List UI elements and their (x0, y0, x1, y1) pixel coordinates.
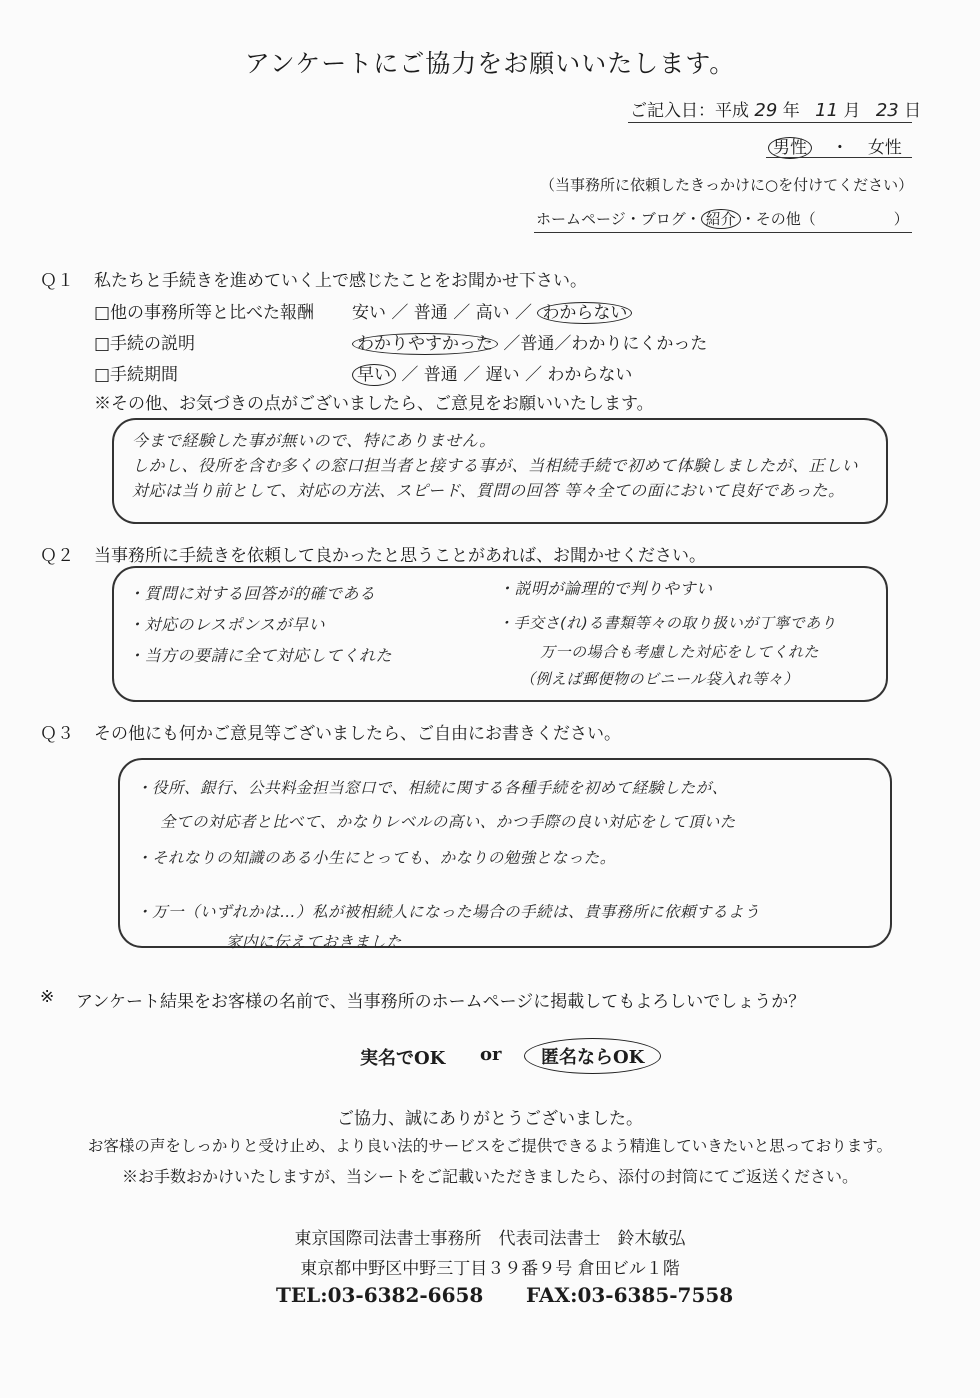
q3-answer-line: ・それなりの知識のある小生にとっても、かなりの勉強となった。 (136, 849, 616, 867)
closing-note: ※お手数おかけいたしますが、当シートをご記載いただきましたら、添付の封筒にてご返送ください。 (121, 1167, 858, 1186)
date-day: 23 (875, 100, 899, 121)
q1-options-explanation-text: ／普通／わかりにくかった (503, 334, 708, 354)
date-year: 29 (754, 100, 778, 121)
date-day-label: 日 (904, 101, 922, 121)
trigger-options (536, 208, 909, 229)
q2-left-item: ・対応のレスポンスが早い (128, 615, 326, 634)
q1-options-fee-text: 安い ／ 普通 ／ 高い ／ (352, 303, 533, 323)
office-tel: TEL:03-6382-6658 (276, 1283, 484, 1307)
q1-fee-selected: わからない (537, 302, 632, 324)
trigger-question: （当事務所に依頼したきっかけに○を付けてください） (540, 176, 914, 194)
q2-left-item: ・質問に対する回答が的確である (128, 584, 376, 603)
publish-question: アンケート結果をお客様の名前で、当事務所のホームページに掲載してもよろしいでしょうか？ (76, 992, 806, 1012)
q1-options-explanation (352, 329, 707, 354)
date-month: 11 (815, 100, 839, 121)
gender-separator: ・ (831, 138, 849, 158)
q1-label: Ｑ１ (40, 271, 74, 291)
date-year-label: 年 (782, 101, 800, 121)
q1-options-period (352, 360, 632, 385)
gender-male-selected: 男性 (768, 137, 812, 159)
q1-period-selected: 早い (352, 364, 396, 386)
date-line (630, 96, 921, 121)
closing-message: お客様の声をしっかりと受け止め、より良い法的サービスをご提供できるよう精進していきたいと思っております。 (87, 1137, 893, 1155)
q1-answer-line: しかし、役所を含む多くの窓口担当者と接する事が、当相続手続で初めて体験しましたが、正しい (132, 456, 859, 475)
q1-other-prompt: ※その他、お気づきの点がございましたら、ご意見をお願いいたします。 (94, 394, 654, 414)
page-title: アンケートにご協力をお願いいたします。 (244, 49, 736, 78)
office-fax: FAX:03-6385-7558 (526, 1283, 734, 1307)
q3-answer-line: ・万一（いずれかは…）私が被相続人になった場合の手続は、貴事務所に依頼するよう (136, 903, 761, 921)
date-month-label: 月 (843, 101, 861, 121)
publish-or: or (480, 1044, 502, 1065)
q3-answer-line: 全ての対応者と比べて、かなりレベルの高い、かつ手際の良い対応をして頂いた (160, 813, 736, 831)
q1-question: 私たちと手続きを進めていく上で感じたことをお聞かせ下さい。 (94, 271, 587, 291)
gender-underline (766, 157, 912, 158)
q2-question: 当事務所に手続きを依頼して良かったと思うことがあれば、お聞かせください。 (94, 546, 706, 566)
q2-label: Ｑ２ (40, 546, 74, 566)
q2-right-item: （例えば郵便物のビニール袋入れ等々） (520, 670, 799, 688)
office-name: 東京国際司法書士事務所 代表司法書士 鈴木敏弘 (294, 1229, 686, 1249)
trigger-close: ） (893, 210, 909, 228)
trigger-underline (534, 232, 912, 233)
publish-option-anonymous-selected: 匿名ならOK (524, 1038, 661, 1074)
date-prefix: ご記入日：平成 (630, 101, 749, 121)
q3-answer-line: 家内に伝えておきました (226, 933, 403, 951)
gender-line (768, 133, 902, 158)
q2-right-item: ・手交さ(れ)る書類等々の取り扱いが丁寧であり (498, 614, 837, 632)
q1-item-period: □手続期間 (94, 365, 179, 385)
q3-label: Ｑ３ (40, 724, 74, 744)
q1-explanation-selected: わかりやすかった (352, 333, 498, 355)
q1-item-explanation: □手続の説明 (94, 334, 196, 354)
q2-left-item: ・当方の要請に全て対応してくれた (128, 646, 393, 665)
q1-answer-line: 対応は当り前として、対応の方法、スピード、質問の回答 等々全ての面において良好であった。 (132, 481, 845, 500)
trigger-options-a: ホームページ・ブログ・ (536, 210, 701, 228)
trigger-options-b: ・その他（ (740, 210, 816, 228)
q2-right-item: 万一の場合も考慮した対応をしてくれた (540, 643, 820, 661)
q1-options-fee (352, 298, 632, 323)
publish-option-real-name: 実名でOK (360, 1048, 446, 1069)
q2-right-item: ・説明が論理的で判りやすい (498, 579, 713, 598)
trigger-selected-referral: 紹介 (701, 209, 741, 229)
q3-answer-line: ・役所、銀行、公共料金担当窓口で、相続に関する各種手続を初めて経験したが、 (136, 779, 728, 797)
q1-options-period-text: ／ 普通 ／ 遅い ／ わからない (401, 365, 633, 385)
office-address: 東京都中野区中野三丁目３９番９号 倉田ビル１階 (300, 1259, 680, 1279)
q3-question: その他にも何かご意見等ございましたら、ご自由にお書きください。 (94, 724, 621, 744)
q1-item-fee: □他の事務所等と比べた報酬 (94, 303, 315, 323)
closing-thanks: ご協力、誠にありがとうございました。 (337, 1109, 643, 1129)
date-underline (628, 122, 912, 123)
q1-answer-line: 今まで経験した事が無いので、特にありません。 (132, 431, 496, 450)
gender-female: 女性 (867, 138, 902, 158)
publish-mark: ※ (40, 987, 55, 1007)
